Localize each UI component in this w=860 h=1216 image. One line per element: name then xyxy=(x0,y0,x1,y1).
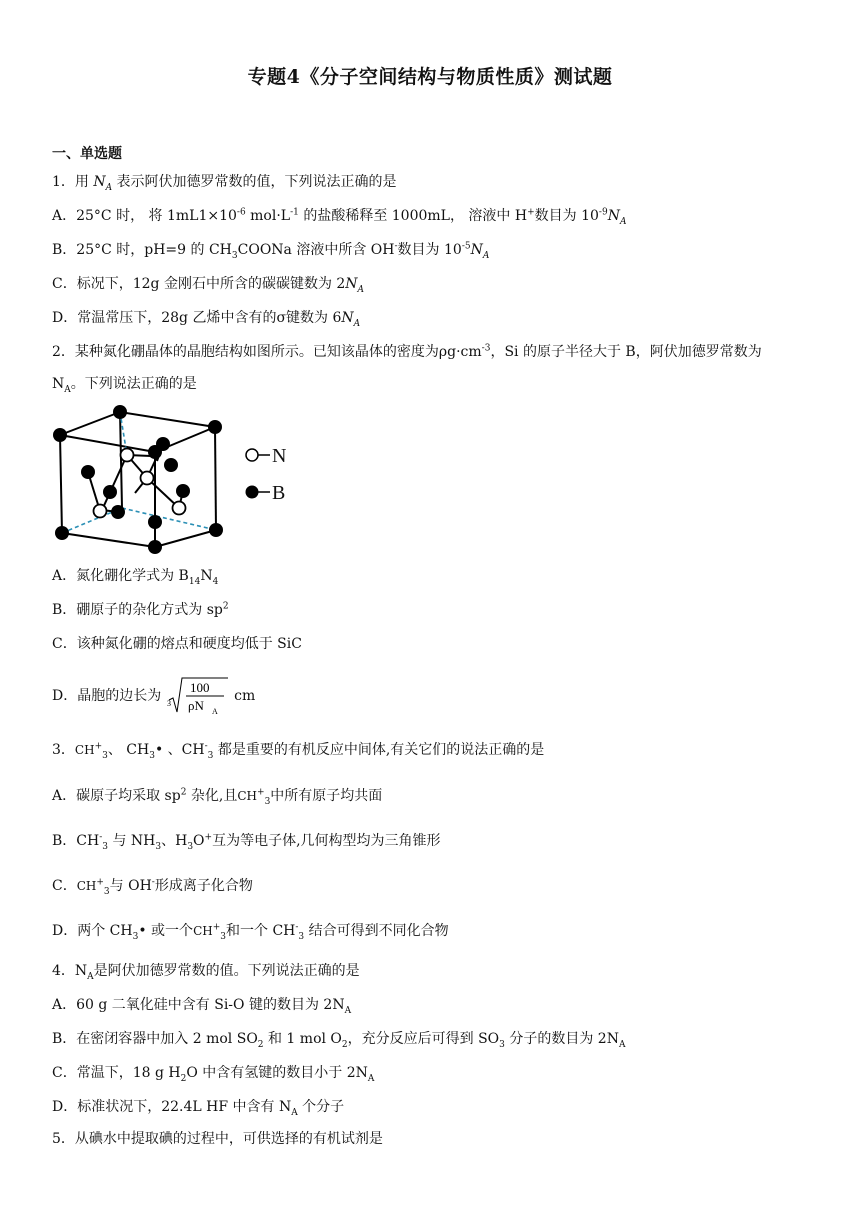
atom-legend xyxy=(240,438,310,508)
b-atom xyxy=(209,523,223,537)
q3-stem: 3．$CH^+_3$、 $CH_3•$ 、$CH^-_3$ 都是重要的有机反应中间体,有关它们的说法正确的是 xyxy=(52,741,545,761)
q3-option-d: D．两个 $CH_3•$ 或一个$CH^+_3$和一个 $CH^-_3$ 结合可得到不同化合物 xyxy=(52,922,449,942)
q3-option-a: A．碳原子均采取 $sp^2$ 杂化,且$CH^+_3$中所有原子均共面 xyxy=(52,787,383,807)
b-atom xyxy=(148,540,162,554)
n-atom xyxy=(94,505,107,518)
n-atom xyxy=(121,449,134,462)
legend-b-symbol xyxy=(246,486,259,499)
q2-stem-line2: $N_A$。下列说法正确的是 xyxy=(52,376,197,395)
crystal-cell-diagram xyxy=(40,400,230,555)
q2-option-c: C．该种氮化硼的熔点和硬度均低于 SiC xyxy=(52,636,302,652)
svg-text:ρN: ρN xyxy=(187,698,204,713)
b-atom xyxy=(164,458,178,472)
svg-text:A: A xyxy=(211,707,218,716)
page-title: 专题4《分子空间结构与物质性质》测试题 xyxy=(247,66,613,88)
n-atom xyxy=(173,502,186,515)
q5-stem: 5．从碘水中提取碘的过程中，可供选择的有机试剂是 xyxy=(52,1131,383,1147)
b-atom xyxy=(111,505,125,519)
n-atom xyxy=(141,472,154,485)
q1-option-c: C．标况下，12g 金刚石中所含的碳碳键数为 $2N_A$ xyxy=(52,276,365,295)
q2-option-a: A．氮化硼化学式为 $B_{14}N_4$ xyxy=(52,568,219,587)
cube-root-formula xyxy=(166,676,230,716)
b-atom xyxy=(81,465,95,479)
b-atom xyxy=(103,485,117,499)
q2-option-d: D．晶胞的边长为 3 100 ρN A cm xyxy=(52,676,820,716)
q1-option-d: D．常温常压下，28g 乙烯中含有的σ键数为 $6N_A$ xyxy=(52,310,361,329)
b-atom xyxy=(53,428,67,442)
b-atom xyxy=(55,526,69,540)
q1-stem: 1．用 $N_A$ 表示阿伏加德罗常数的值，下列说法正确的是 xyxy=(52,174,397,193)
b-atom xyxy=(176,484,190,498)
b-atom xyxy=(148,515,162,529)
b-atom xyxy=(208,420,222,434)
b-atom xyxy=(156,437,170,451)
q3-option-c: C．$CH^+_3$与 OH-形成离子化合物 xyxy=(52,877,253,897)
q4-stem: 4．$N_A$是阿伏加德罗常数的值。下列说法正确的是 xyxy=(52,963,360,982)
q4-option-b: B．在密闭容器中加入 2 mol $SO_2$ 和 1 mol $O_2$，充分反应后可得到 $SO_3$ 分子的数目为 $2N_A$ xyxy=(52,1031,626,1050)
q3-option-b: B．$CH^-_3$ 与 $NH_3$、$H_3O^+$互为等电子体,几何构型均为三角锥形 xyxy=(52,832,441,852)
q1-option-a: A．25°C 时， 将 $1mL1\times 10^{-6}$ $mol\cdot L^{-1}$ 的盐酸稀释至 1000mL， 溶液中 H+数目为 $10^{-9}N_A$ xyxy=(52,207,627,227)
svg-text:3: 3 xyxy=(166,699,171,708)
q2-stem-line1: 2．某种氮化硼晶体的晶胞结构如图所示。已知该晶体的密度为$\rho g\cdot cm^{-3}$，Si 的原子半径大于 B，阿伏加德罗常数为 xyxy=(52,343,762,360)
q4-option-c: C．常温下，18 g $H_2O$ 中含有氢键的数目小于 $2N_A$ xyxy=(52,1065,375,1084)
legend-b-label: B xyxy=(272,482,286,504)
legend-n-symbol xyxy=(246,449,258,461)
section-heading: 一、单选题 xyxy=(52,146,122,162)
q2-option-b: B．硼原子的杂化方式为 $sp^2$ xyxy=(52,601,229,618)
q1-option-b: B．25°C 时，pH=9 的 $CH_3COONa$ 溶液中所含 OH-数目为 $10^{-5}N_A$ xyxy=(52,241,490,261)
b-atom xyxy=(113,405,127,419)
q4-option-d: D．标准状况下，22.4L HF 中含有 $N_A$ 个分子 xyxy=(52,1099,345,1118)
q4-option-a: A．60 g 二氧化硅中含有 Si-O 键的数目为 $2N_A$ xyxy=(52,997,352,1016)
legend-n-label: N xyxy=(272,445,287,467)
svg-text:100: 100 xyxy=(189,680,210,695)
